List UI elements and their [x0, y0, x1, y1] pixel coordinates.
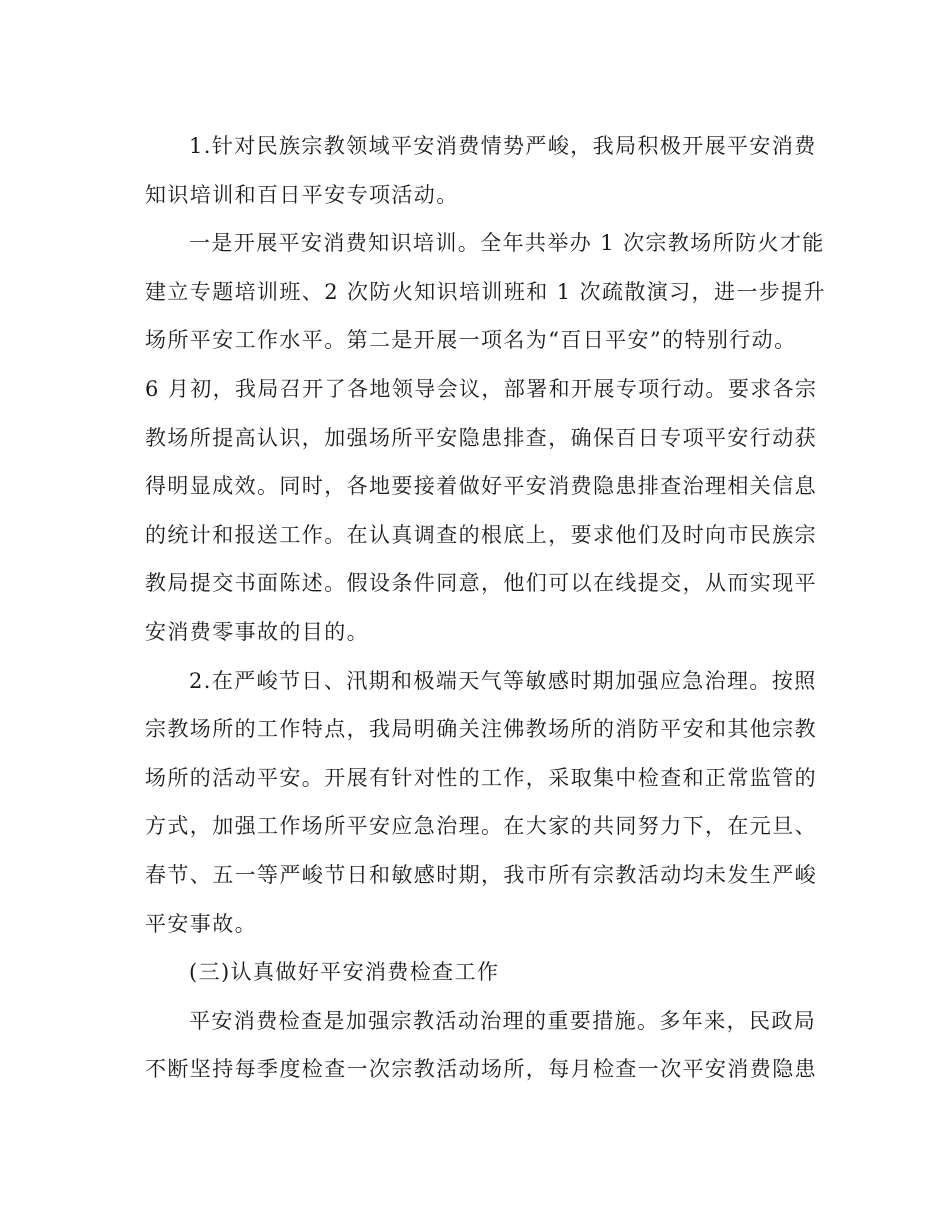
paragraph-line: 一是开展平安消费知识培训。全年共举办 1 次宗教场所防火才能: [189, 231, 825, 256]
paragraph-line: 得明显成效。同时，各地要接着做好平安消费隐患排查治理相关信息: [145, 474, 817, 499]
paragraph-line: 的统计和报送工作。在认真调查的根底上，要求他们及时向市民族宗: [145, 522, 817, 547]
paragraph-line: 宗教场所的工作特点，我局明确关注佛教场所的消防平安和其他宗教: [145, 717, 817, 742]
paragraph-line: 场所平安工作水平。第二是开展一项名为“百日平安”的特别行动。: [145, 328, 797, 353]
paragraph-line: 1.针对民族宗教领域平安消费情势严峻，我局积极开展平安消费: [189, 134, 817, 158]
paragraph-line: 教场所提高认识，加强场所平安隐患排查，确保百日专项平安行动获: [145, 425, 817, 450]
paragraph-line: 方式，加强工作场所平安应急治理。在大家的共同努力下，在元旦、: [145, 814, 817, 839]
paragraph-line: 不断坚持每季度检查一次宗教活动场所，每月检查一次平安消费隐患: [145, 1057, 817, 1082]
paragraph-line: 6 月初，我局召开了各地领导会议，部署和开展专项行动。要求各宗: [145, 376, 818, 401]
paragraph-line: 平安事故。: [145, 911, 257, 936]
paragraph-line: 建立专题培训班、2 次防火知识培训班和 1 次疏散演习，进一步提升: [145, 279, 826, 304]
paragraph-line: 春节、五一等严峻节日和敏感时期，我市所有宗教活动均未发生严峻: [145, 862, 817, 887]
paragraph-line: 安消费零事故的目的。: [145, 619, 369, 644]
paragraph-line: 2.在严峻节日、汛期和极端天气等敏感时期加强应急治理。按照: [189, 668, 817, 693]
paragraph-line: 场所的活动平安。开展有针对性的工作，采取集中检查和正常监管的: [145, 765, 817, 790]
paragraph-line: 知识培训和百日平安专项活动。: [145, 182, 459, 207]
paragraph-line: 平安消费检查是加强宗教活动治理的重要措施。多年来，民政局: [189, 1008, 817, 1033]
paragraph-line: 教局提交书面陈述。假设条件同意，他们可以在线提交，从而实现平: [145, 571, 817, 596]
document-body: [145, 122, 826, 1094]
section-heading: (三)认真做好平安消费检查工作: [189, 960, 500, 985]
